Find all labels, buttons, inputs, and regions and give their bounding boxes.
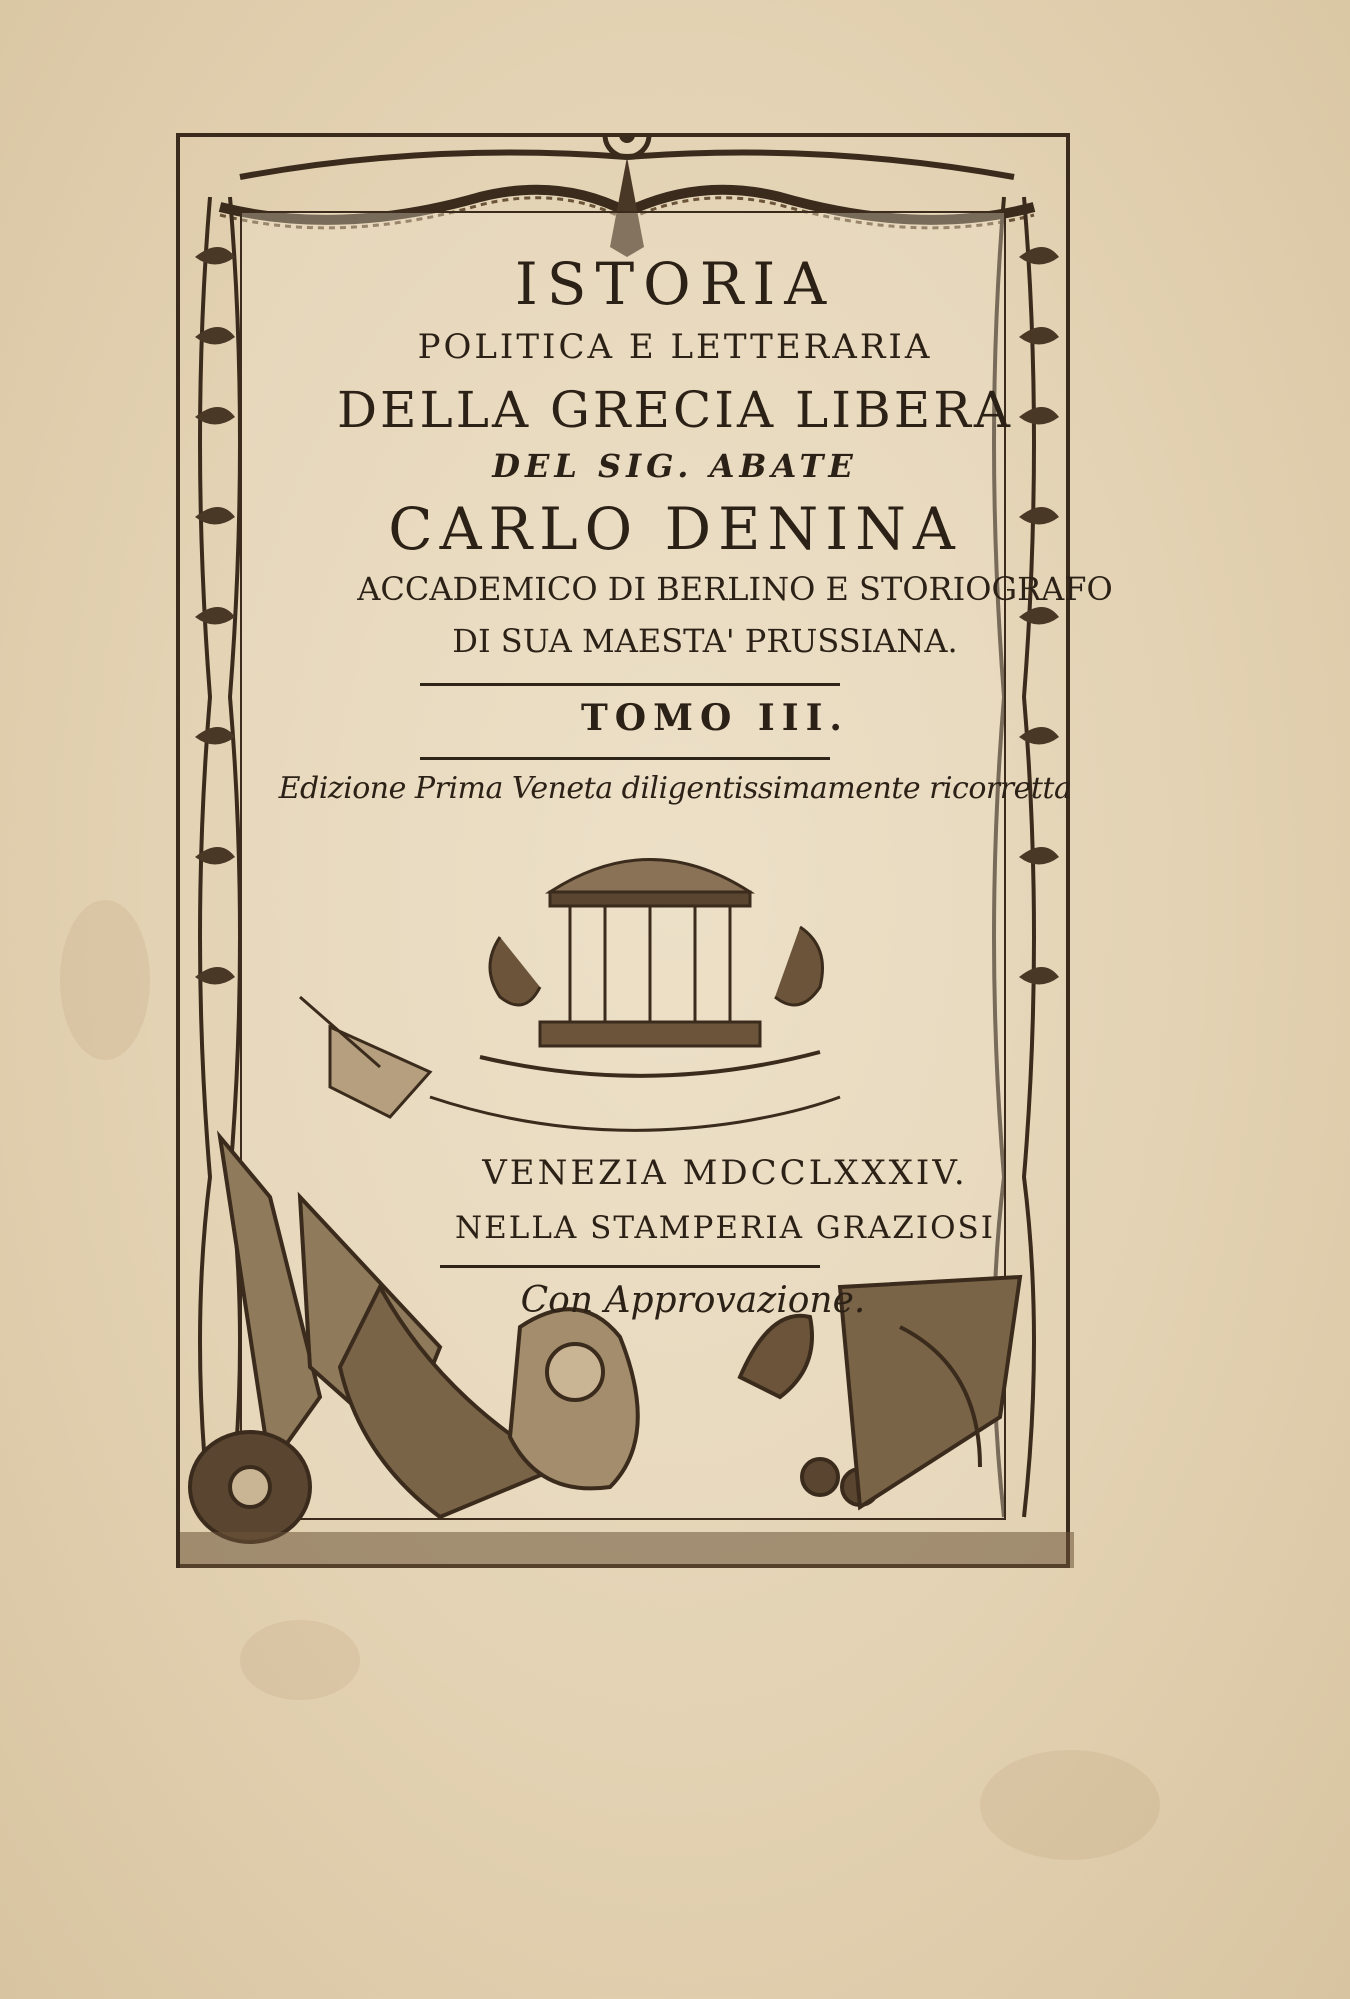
paper-stain [980, 1750, 1160, 1860]
title-subtitle-line1: POLITICA E LETTERARIA [417, 327, 933, 367]
rule-above-approval [440, 1265, 820, 1268]
paper-stain [240, 1620, 360, 1700]
author-credit-line2: DI SUA MAESTA' PRUSSIANA. [452, 622, 958, 660]
title-subtitle-line2: DELLA GRECIA LIBERA [336, 381, 1014, 439]
paper-stain [60, 900, 150, 1060]
author-name: CARLO DENINA [388, 495, 962, 563]
rule-below-volume [420, 757, 830, 760]
author-credit-line1: ACCADEMICO DI BERLINO E STORIOGRAFO [357, 570, 1113, 608]
volume-number: TOMO III. [581, 697, 849, 739]
imprint-city-year: VENEZIA MDCCLXXXIV. [482, 1153, 968, 1193]
title-main: ISTORIA [514, 250, 836, 318]
author-prefix: DEL SIG. ABATE [492, 447, 858, 485]
edition-statement: Edizione Prima Veneta diligentissimamente ricorretta [278, 771, 1072, 806]
approval-note: Con Approvazione. [520, 1280, 866, 1321]
imprint-printer: NELLA STAMPERIA GRAZIOSI [454, 1210, 995, 1246]
rule-above-volume [420, 683, 840, 686]
